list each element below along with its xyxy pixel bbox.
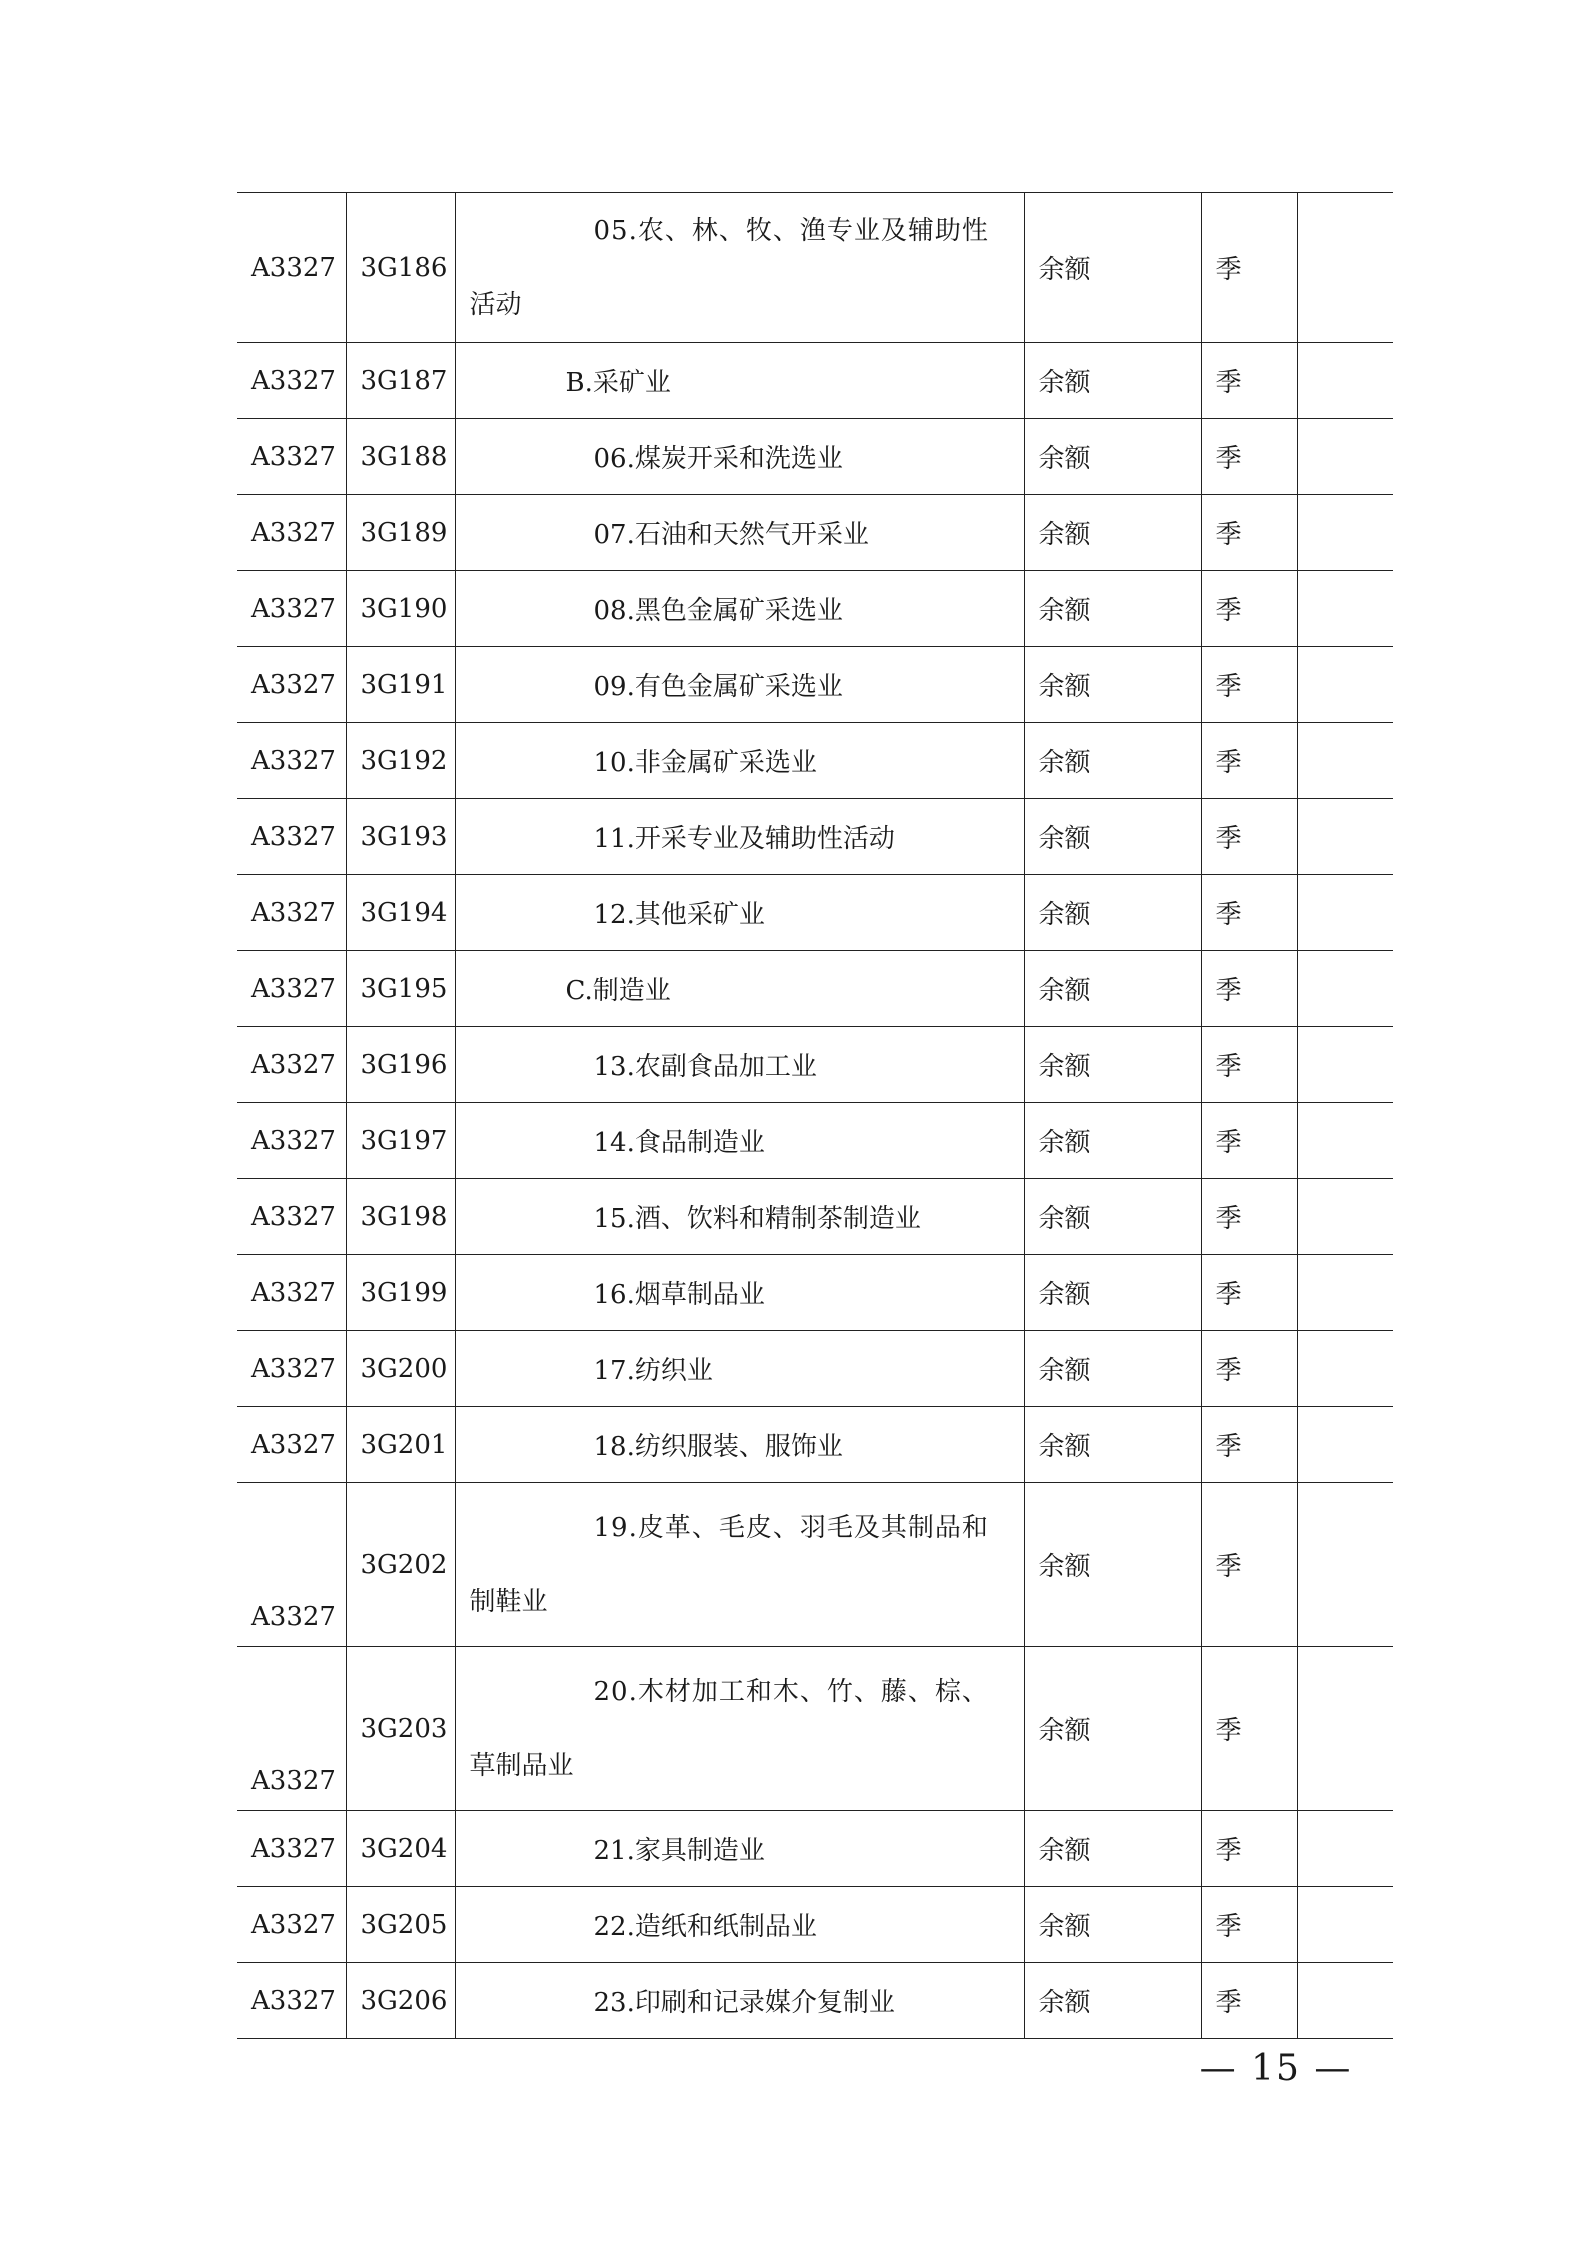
cell-frequency: 季	[1201, 1811, 1297, 1887]
cell-note	[1297, 1887, 1393, 1963]
cell-note	[1297, 799, 1393, 875]
cell-note	[1297, 723, 1393, 799]
cell-frequency: 季	[1201, 723, 1297, 799]
cell-value-type: 余额	[1024, 951, 1201, 1027]
cell-frequency: 季	[1201, 1887, 1297, 1963]
table-row	[237, 723, 1393, 799]
cell-indicator-name	[455, 1811, 1024, 1887]
cell-indicator-name	[455, 1887, 1024, 1963]
cell-table-code: A3327	[237, 1027, 346, 1103]
cell-indicator-name	[455, 343, 1024, 419]
table-row	[237, 1255, 1393, 1331]
table-row	[237, 1331, 1393, 1407]
table-row	[237, 1887, 1393, 1963]
cell-indicator-id: 3G188	[346, 419, 455, 495]
cell-table-code: A3327	[237, 1963, 346, 2039]
cell-note	[1297, 193, 1393, 343]
cell-note	[1297, 1963, 1393, 2039]
cell-table-code: A3327	[237, 495, 346, 571]
cell-frequency: 季	[1201, 951, 1297, 1027]
cell-note	[1297, 1179, 1393, 1255]
cell-indicator-name	[455, 1179, 1024, 1255]
table-row	[237, 343, 1393, 419]
cell-table-code: A3327	[237, 571, 346, 647]
cell-indicator-id: 3G202	[346, 1483, 455, 1647]
cell-indicator-name	[455, 1483, 1024, 1647]
cell-indicator-id: 3G206	[346, 1963, 455, 2039]
table-row	[237, 193, 1393, 343]
cell-frequency: 季	[1201, 495, 1297, 571]
table-row	[237, 1179, 1393, 1255]
cell-indicator-id: 3G204	[346, 1811, 455, 1887]
cell-frequency: 季	[1201, 1483, 1297, 1647]
cell-indicator-id: 3G191	[346, 647, 455, 723]
cell-frequency: 季	[1201, 799, 1297, 875]
indicator-name-text: 06.煤炭开采和洗选业	[593, 444, 843, 474]
cell-indicator-id: 3G203	[346, 1647, 455, 1811]
table-row	[237, 1811, 1393, 1887]
cell-indicator-id: 3G198	[346, 1179, 455, 1255]
cell-indicator-name	[455, 875, 1024, 951]
cell-table-code: A3327	[237, 419, 346, 495]
cell-table-code: A3327	[237, 343, 346, 419]
cell-value-type: 余额	[1024, 1027, 1201, 1103]
cell-indicator-name	[455, 799, 1024, 875]
cell-indicator-name	[455, 495, 1024, 571]
cell-indicator-id: 3G200	[346, 1331, 455, 1407]
indicator-name-text: 08.黑色金属矿采选业	[593, 596, 843, 626]
cell-note	[1297, 647, 1393, 723]
cell-table-code: A3327	[237, 1103, 346, 1179]
cell-indicator-name	[455, 1331, 1024, 1407]
cell-note	[1297, 571, 1393, 647]
table-row	[237, 1407, 1393, 1483]
indicator-name-text: 15.酒、饮料和精制茶制造业	[593, 1204, 921, 1234]
indicator-name-text: 14.食品制造业	[593, 1128, 765, 1158]
cell-indicator-name	[455, 1255, 1024, 1331]
cell-table-code: A3327	[237, 875, 346, 951]
cell-table-code: A3327	[237, 1179, 346, 1255]
indicator-name-text: 12.其他采矿业	[593, 900, 765, 930]
cell-table-code: A3327	[237, 1255, 346, 1331]
cell-frequency: 季	[1201, 419, 1297, 495]
table-row	[237, 1027, 1393, 1103]
indicator-name-line1: 20.木材加工和木、竹、藤、棕、	[593, 1676, 989, 1707]
cell-table-code: A3327	[237, 1811, 346, 1887]
cell-indicator-id: 3G205	[346, 1887, 455, 1963]
cell-table-code: A3327	[237, 193, 346, 343]
cell-value-type: 余额	[1024, 1103, 1201, 1179]
indicator-name-text: 11.开采专业及辅助性活动	[593, 824, 895, 854]
cell-indicator-id: 3G194	[346, 875, 455, 951]
table-row	[237, 495, 1393, 571]
cell-indicator-id: 3G189	[346, 495, 455, 571]
cell-note	[1297, 1811, 1393, 1887]
cell-indicator-id: 3G196	[346, 1027, 455, 1103]
cell-frequency: 季	[1201, 1103, 1297, 1179]
table-row	[237, 951, 1393, 1027]
cell-frequency: 季	[1201, 1027, 1297, 1103]
cell-indicator-name	[455, 1407, 1024, 1483]
cell-value-type: 余额	[1024, 799, 1201, 875]
cell-indicator-id: 3G193	[346, 799, 455, 875]
cell-frequency: 季	[1201, 343, 1297, 419]
indicator-table	[237, 192, 1393, 2039]
cell-note	[1297, 419, 1393, 495]
cell-frequency: 季	[1201, 875, 1297, 951]
cell-table-code: A3327	[237, 1483, 346, 1647]
cell-note	[1297, 951, 1393, 1027]
cell-indicator-id: 3G186	[346, 193, 455, 343]
indicator-name-text: 23.印刷和记录媒介复制业	[593, 1988, 895, 2018]
cell-frequency: 季	[1201, 1647, 1297, 1811]
cell-table-code: A3327	[237, 723, 346, 799]
cell-value-type: 余额	[1024, 571, 1201, 647]
cell-indicator-name	[455, 1027, 1024, 1103]
cell-indicator-name	[455, 647, 1024, 723]
cell-value-type: 余额	[1024, 1331, 1201, 1407]
cell-value-type: 余额	[1024, 1887, 1201, 1963]
table-row	[237, 571, 1393, 647]
indicator-name-text: 16.烟草制品业	[593, 1280, 765, 1310]
cell-frequency: 季	[1201, 1255, 1297, 1331]
table-row	[237, 799, 1393, 875]
cell-table-code: A3327	[237, 1331, 346, 1407]
indicator-name-line1: 05.农、林、牧、渔专业及辅助性	[593, 215, 989, 246]
cell-indicator-name	[455, 1103, 1024, 1179]
cell-indicator-name	[455, 571, 1024, 647]
cell-value-type: 余额	[1024, 495, 1201, 571]
cell-note	[1297, 875, 1393, 951]
indicator-name-text: 10.非金属矿采选业	[593, 748, 817, 778]
cell-table-code: A3327	[237, 647, 346, 723]
cell-indicator-id: 3G199	[346, 1255, 455, 1331]
cell-value-type: 余额	[1024, 419, 1201, 495]
cell-value-type: 余额	[1024, 1963, 1201, 2039]
cell-value-type: 余额	[1024, 1483, 1201, 1647]
cell-table-code: A3327	[237, 1887, 346, 1963]
cell-indicator-id: 3G187	[346, 343, 455, 419]
indicator-name-text: 13.农副食品加工业	[593, 1052, 817, 1082]
indicator-name-text: B.采矿业	[565, 368, 671, 398]
indicator-name-text: C.制造业	[565, 976, 671, 1006]
cell-indicator-id: 3G197	[346, 1103, 455, 1179]
indicator-name-text: 17.纺织业	[593, 1356, 713, 1386]
cell-note	[1297, 343, 1393, 419]
cell-indicator-id: 3G195	[346, 951, 455, 1027]
cell-value-type: 余额	[1024, 193, 1201, 343]
cell-note	[1297, 1407, 1393, 1483]
cell-note	[1297, 495, 1393, 571]
cell-value-type: 余额	[1024, 1647, 1201, 1811]
cell-frequency: 季	[1201, 647, 1297, 723]
indicator-name-line2: 制鞋业	[469, 1586, 548, 1617]
cell-indicator-name	[455, 419, 1024, 495]
cell-value-type: 余额	[1024, 723, 1201, 799]
cell-table-code: A3327	[237, 1647, 346, 1811]
indicator-name-line1: 19.皮革、毛皮、羽毛及其制品和	[593, 1512, 989, 1543]
cell-note	[1297, 1483, 1393, 1647]
page-number: — 15 —	[1199, 2048, 1353, 2089]
cell-value-type: 余额	[1024, 647, 1201, 723]
cell-table-code: A3327	[237, 799, 346, 875]
table-row	[237, 647, 1393, 723]
indicator-name-text: 07.石油和天然气开采业	[593, 520, 869, 550]
table-row	[237, 875, 1393, 951]
cell-value-type: 余额	[1024, 1811, 1201, 1887]
table-row	[237, 1103, 1393, 1179]
cell-indicator-id: 3G192	[346, 723, 455, 799]
cell-frequency: 季	[1201, 1407, 1297, 1483]
cell-note	[1297, 1331, 1393, 1407]
indicator-name-text: 21.家具制造业	[593, 1836, 765, 1866]
cell-value-type: 余额	[1024, 1407, 1201, 1483]
table-body	[237, 193, 1393, 2039]
indicator-name-text: 09.有色金属矿采选业	[593, 672, 843, 702]
cell-indicator-name	[455, 193, 1024, 343]
indicator-name-line2: 草制品业	[469, 1750, 574, 1781]
cell-indicator-name	[455, 723, 1024, 799]
cell-note	[1297, 1255, 1393, 1331]
cell-note	[1297, 1027, 1393, 1103]
indicator-name-text: 18.纺织服装、服饰业	[593, 1432, 843, 1462]
table-row	[237, 419, 1393, 495]
cell-frequency: 季	[1201, 1963, 1297, 2039]
cell-table-code: A3327	[237, 951, 346, 1027]
cell-frequency: 季	[1201, 193, 1297, 343]
table-row	[237, 1647, 1393, 1811]
cell-frequency: 季	[1201, 1179, 1297, 1255]
cell-indicator-name	[455, 951, 1024, 1027]
cell-value-type: 余额	[1024, 875, 1201, 951]
indicator-name-text: 22.造纸和纸制品业	[593, 1912, 817, 1942]
cell-note	[1297, 1647, 1393, 1811]
cell-indicator-id: 3G190	[346, 571, 455, 647]
cell-value-type: 余额	[1024, 343, 1201, 419]
cell-value-type: 余额	[1024, 1179, 1201, 1255]
cell-indicator-name	[455, 1647, 1024, 1811]
cell-frequency: 季	[1201, 1331, 1297, 1407]
table-row	[237, 1483, 1393, 1647]
cell-indicator-name	[455, 1963, 1024, 2039]
cell-value-type: 余额	[1024, 1255, 1201, 1331]
cell-indicator-id: 3G201	[346, 1407, 455, 1483]
cell-table-code: A3327	[237, 1407, 346, 1483]
table-row	[237, 1963, 1393, 2039]
indicator-name-line2: 活动	[469, 289, 522, 320]
cell-note	[1297, 1103, 1393, 1179]
cell-frequency: 季	[1201, 571, 1297, 647]
